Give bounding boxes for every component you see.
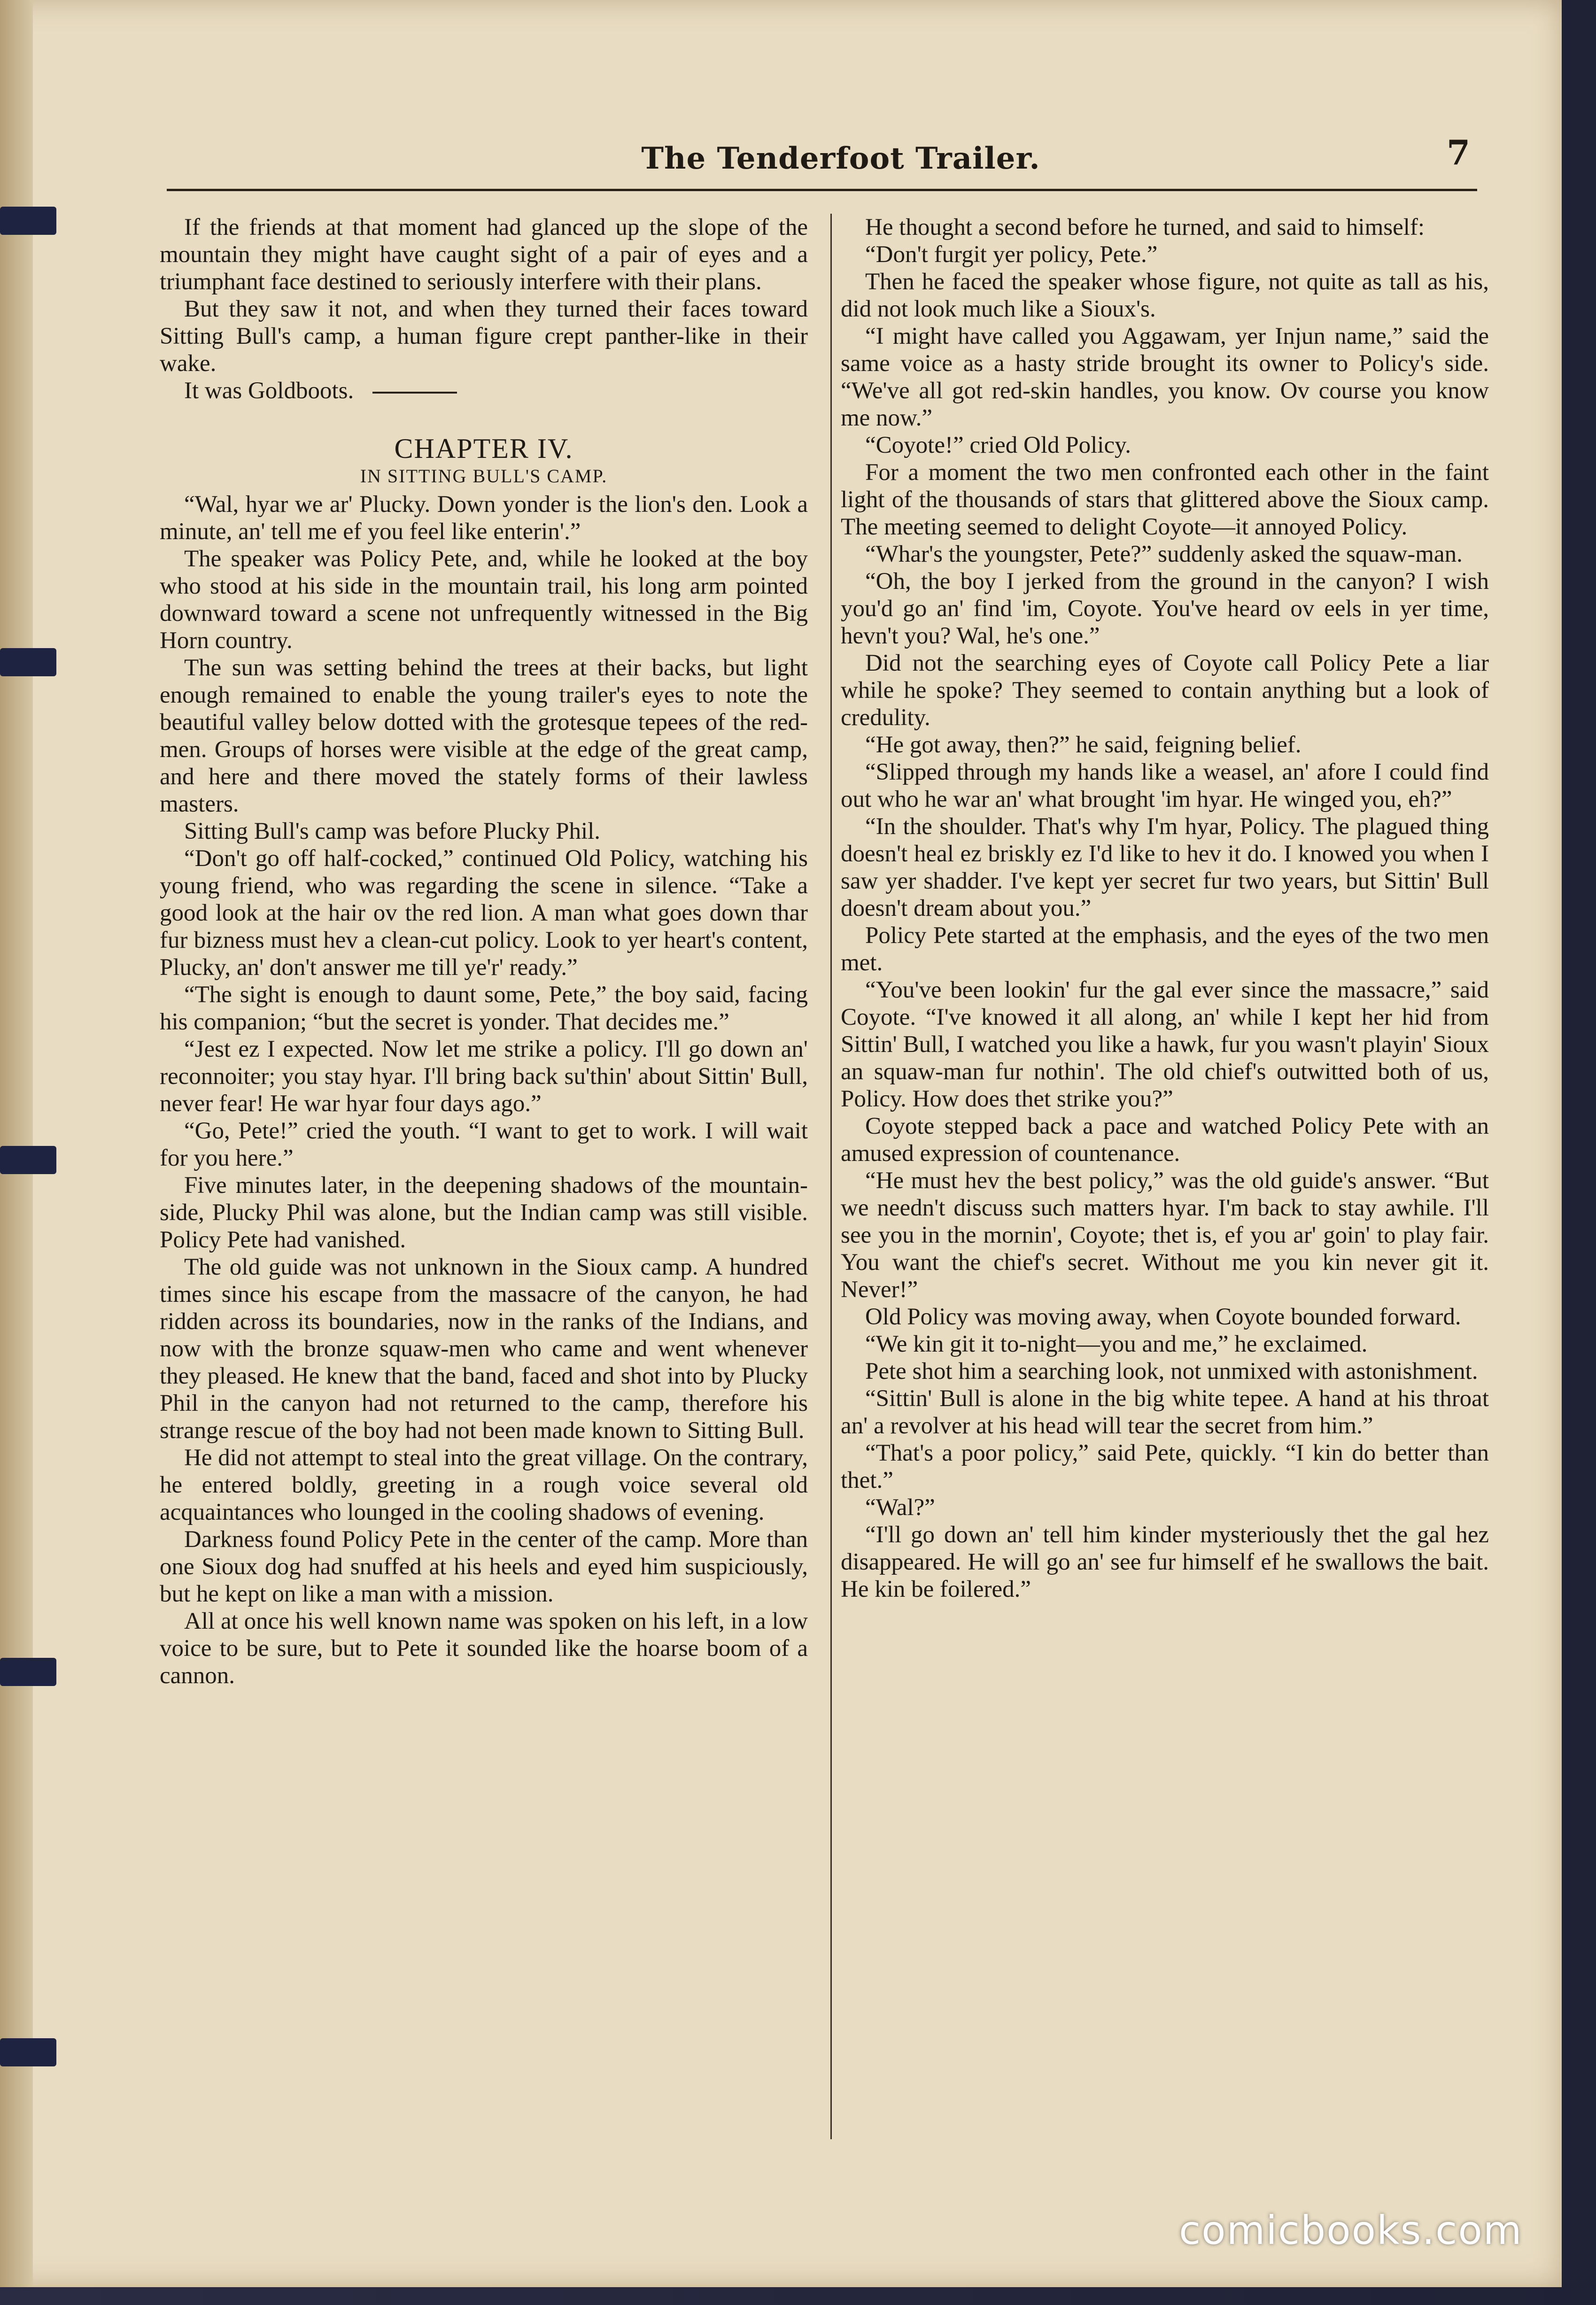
paragraph: “Oh, the boy I jerked from the ground in the canyon? I wish you'd go an' find 'im, Coyote. You've heard ov eels in yer time, hevn't you? Wal, he's one.” — [841, 568, 1489, 649]
paragraph: “He got away, then?” he said, feigning belief. — [865, 732, 1302, 758]
paragraph: Darkness found Policy Pete in the center of the camp. More than one Sioux dog had snuffed at his heels and eyed him suspiciously, but he kept on like a man with a mission. — [160, 1526, 808, 1607]
paragraph: The speaker was Policy Pete, and, while he looked at the boy who stood at his side in the mountain trail, his long arm pointed downward toward a scene not unfrequently witnessed in the Big Horn country. — [160, 546, 808, 654]
paragraph: If the friends at that moment had glanced up the slope of the mountain they might have caught sight of a pair of eyes and a triumphant face destined to seriously interfere with their plans. — [160, 214, 808, 295]
paragraph: “In the shoulder. That's why I'm hyar, Policy. The plagued thing doesn't heal ez briskly ez I'd like to hev it do. I knowed you when I saw yer shadder. I've kept yer secret fur two years, but Sittin' Bull doesn't dream about you.” — [841, 813, 1489, 921]
paragraph: “He must hev the best policy,” was the old guide's answer. “But we needn't discuss such matters hyar. I'm back to stay awhile. I'll see you in the mornin', Coyote; thet is, ef you ar' goin' to play fair. You want the chief's secret. Without me you kin never git it. Never!” — [841, 1168, 1489, 1303]
page-gutter — [0, 0, 33, 2287]
paragraph: “Slipped through my hands like a weasel, an' afore I could find out who he war an' what brought 'im hyar. He winged you, eh?” — [841, 759, 1489, 812]
binding-staple — [0, 1658, 56, 1686]
paragraph: Sitting Bull's camp was before Plucky Phil. — [184, 818, 601, 844]
right-column — [841, 214, 1489, 1603]
paragraph: He did not attempt to steal into the great village. On the contrary, he entered boldly, greeting in a rough voice several old acquaintances who lounged in the cooling shadows of evening. — [160, 1445, 808, 1525]
chapter-heading: CHAPTER IV. — [394, 433, 573, 464]
column-divider — [830, 214, 832, 2139]
section-end-rule — [372, 392, 457, 394]
paragraph: “The sight is enough to daunt some, Pete,” the boy said, facing his companion; “but the secret is yonder. That decides me.” — [160, 982, 808, 1035]
paragraph: “We kin git it to-night—you and me,” he exclaimed. — [865, 1331, 1368, 1357]
binding-staple — [0, 648, 56, 676]
paragraph: Old Policy was moving away, when Coyote bounded forward. — [865, 1304, 1461, 1330]
paragraph: “Jest ez I expected. Now let me strike a policy. I'll go down an' reconnoiter; you stay hyar. I'll bring back su'thin' about Sittin' Bull, never fear! He war hyar four days ago.” — [160, 1036, 808, 1117]
paragraph: He thought a second before he turned, and said to himself: — [865, 214, 1425, 240]
paragraph: Pete shot him a searching look, not unmixed with astonishment. — [865, 1358, 1478, 1385]
paragraph: “Wal?” — [865, 1494, 935, 1521]
header-rule — [167, 189, 1477, 191]
binding-staple — [0, 1146, 56, 1174]
paragraph: Five minutes later, in the deepening shadows of the mountain-side, Plucky Phil was alone, but the Indian camp was still visible. Policy Pete had vanished. — [160, 1172, 808, 1253]
paragraph-text: It was Goldboots. — [184, 378, 354, 404]
page-number: 7 — [1447, 132, 1471, 172]
paragraph: But they saw it not, and when they turned their faces toward Sitting Bull's camp, a human figure crept panther-like in their wake. — [160, 296, 808, 377]
paragraph: “You've been lookin' fur the gal ever since the massacre,” said Coyote. “I've knowed it all along, an' while I kept her hid from Sittin' Bull, I watched you like a hawk, fur you wasn't playin' Sioux an squaw-man fur nothin'. The old chief's outwitted both of us, Policy. How does thet strike you?” — [841, 977, 1489, 1112]
paragraph: Coyote stepped back a pace and watched Policy Pete with an amused expression of countenance. — [841, 1113, 1489, 1167]
paragraph — [160, 377, 808, 404]
paragraph: All at once his well known name was spoken on his left, in a low voice to be sure, but to Pete it sounded like the hoarse boom of a cannon. — [160, 1608, 808, 1689]
paragraph: “I might have called you Aggawam, yer Injun name,” said the same voice as a hasty stride brought its owner to Policy's side. “We've all got red-skin handles, you know. Ov course you know me now.” — [841, 323, 1489, 431]
paragraph: The sun was setting behind the trees at their backs, but light enough remained to enable the young trailer's eyes to note the beautiful valley below dotted with the grotesque tepees of the red-men. Groups of horses were visible at the edge of the great camp, and here and there moved the stately forms of their lawless masters. — [160, 655, 808, 817]
paragraph: Did not the searching eyes of Coyote call Policy Pete a liar while he spoke? They seemed to contain anything but a look of credulity. — [841, 650, 1489, 731]
binding-staple — [0, 2038, 56, 2066]
running-header-title: The Tenderfoot Trailer. — [641, 141, 1040, 176]
paragraph: “Don't go off half-cocked,” continued Old Policy, watching his young friend, who was regarding the scene in silence. “Take a good look at the hair ov the red lion. A man what goes down thar fur bizness must hev a clean-cut policy. Look to yer heart's content, Plucky, an' don't answer me till ye'r' ready.” — [160, 845, 808, 981]
paragraph: “That's a poor policy,” said Pete, quickly. “I kin do better than thet.” — [841, 1440, 1489, 1493]
paragraph: “Go, Pete!” cried the youth. “I want to get to work. I will wait for you here.” — [160, 1118, 808, 1171]
paragraph: “Sittin' Bull is alone in the big white tepee. A hand at his throat an' a revolver at his head will tear the secret from him.” — [841, 1385, 1489, 1439]
binding-staple — [0, 207, 56, 235]
site-watermark: comicbooks.com — [1179, 2207, 1523, 2253]
paragraph: For a moment the two men confronted each other in the faint light of the thousands of stars that glittered above the Sioux camp. The meeting seemed to delight Coyote—it annoyed Policy. — [841, 459, 1489, 540]
paragraph: Policy Pete started at the emphasis, and the eyes of the two men met. — [841, 922, 1489, 976]
chapter-subtitle: IN SITTING BULL'S CAMP. — [360, 465, 608, 487]
paragraph: The old guide was not unknown in the Sioux camp. A hundred times since his escape from the massacre of the canyon, he had ridden across its boundaries, now in the ranks of the Indians, and now with the bronze squaw-men who came and went whenever they pleased. He knew that the band, faced and shot into by Plucky Phil in the canyon had not returned to the camp, therefore his strange rescue of the boy had not been made known to Sitting Bull. — [160, 1254, 808, 1444]
paragraph: “Whar's the youngster, Pete?” suddenly asked the squaw-man. — [865, 541, 1463, 567]
paragraph: “Wal, hyar we ar' Plucky. Down yonder is the lion's den. Look a minute, an' tell me ef you feel like enterin'.” — [160, 491, 808, 545]
paragraph: Then he faced the speaker whose figure, not quite as tall as his, did not look much like a Sioux's. — [841, 269, 1489, 322]
paragraph: “Coyote!” cried Old Policy. — [865, 432, 1131, 458]
left-column — [160, 214, 808, 1689]
paragraph: “Don't furgit yer policy, Pete.” — [865, 241, 1158, 268]
paragraph: “I'll go down an' tell him kinder mysteriously thet the gal hez disappeared. He will go an' see fur himself ef he swallows the bait. He kin be foilered.” — [841, 1522, 1489, 1602]
